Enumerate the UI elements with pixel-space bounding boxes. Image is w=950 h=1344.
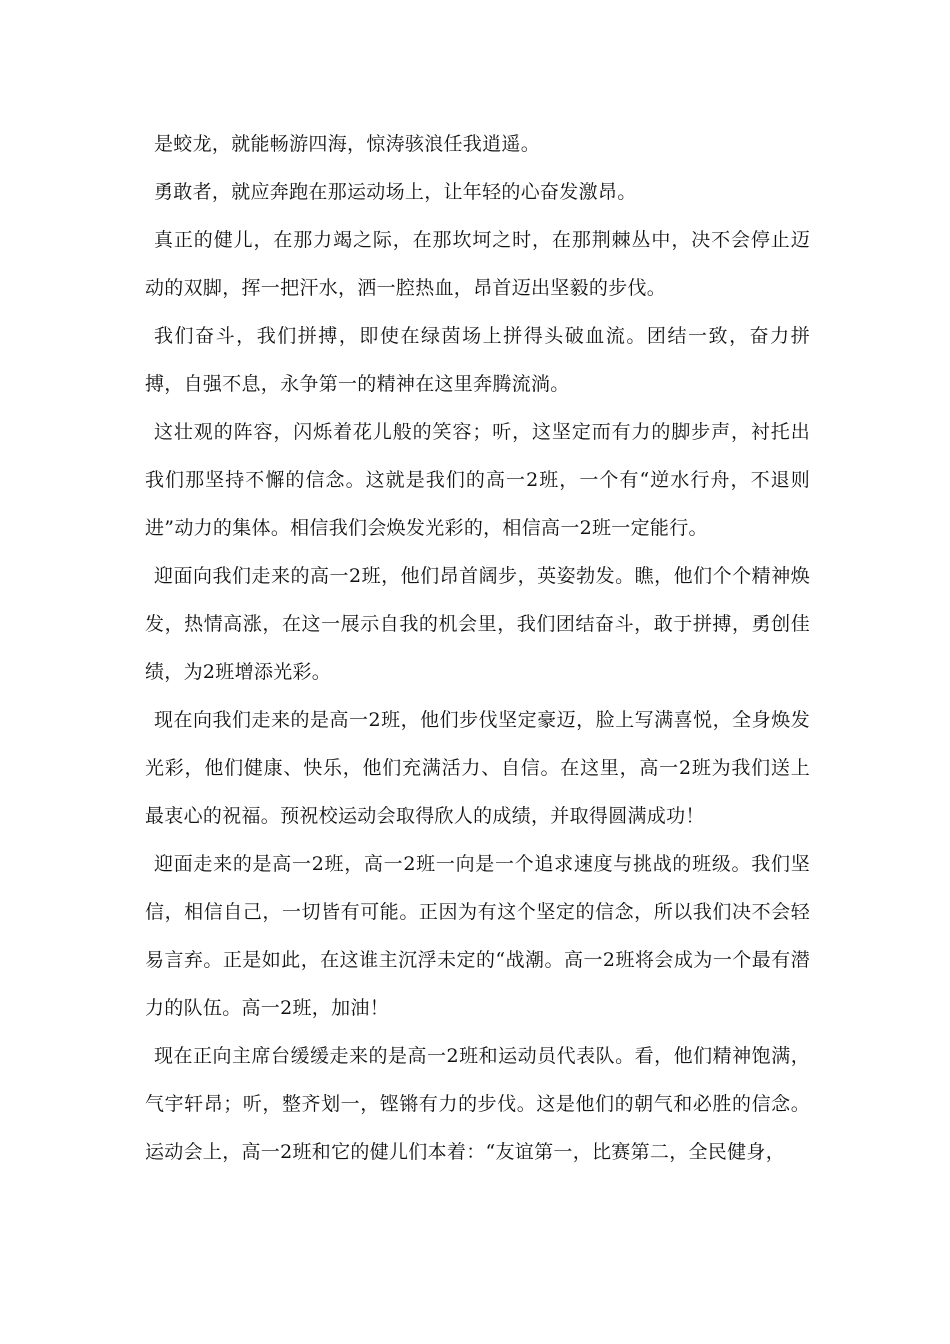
paragraph: 这壮观的阵容，闪烁着花儿般的笑容；听，这坚定而有力的脚步声，衬托出我们那坚持不懈的信念。这就是我们的高一2班，一个有“逆水行舟，不退则进”动力的集体。相信我们会焕发光彩的，相信高一2班一定能行。 [145,421,810,539]
document-body [145,120,810,1176]
paragraph: 现在向我们走来的是高一2班，他们步伐坚定豪迈，脸上写满喜悦，全身焕发光彩，他们健康、快乐，他们充满活力、自信。在这里，高一2班为我们送上最衷心的祝福。预祝校运动会取得欣人的成绩，并取得圆满成功！ [145,709,810,827]
paragraph: 迎面走来的是高一2班，高一2班一向是一个追求速度与挑战的班级。我们坚信，相信自己，一切皆有可能。正因为有这个坚定的信念，所以我们决不会轻易言弃。正是如此，在这谁主沉浮未定的“战潮。高一2班将会成为一个最有潜力的队伍。高一2班，加油！ [145,853,810,1019]
paragraph: 迎面向我们走来的高一2班，他们昂首阔步，英姿勃发。瞧，他们个个精神焕发，热情高涨，在这一展示自我的机会里，我们团结奋斗，敢于拼搏，勇创佳绩，为2班增添光彩。 [145,565,810,683]
paragraph: 真正的健儿，在那力竭之际，在那坎坷之时，在那荆棘丛中，决不会停止迈动的双脚，挥一把汗水，洒一腔热血，昂首迈出坚毅的步伐。 [145,229,810,299]
paragraph: 勇敢者，就应奔跑在那运动场上，让年轻的心奋发激昂。 [154,181,637,203]
paragraph: 现在正向主席台缓缓走来的是高一2班和运动员代表队。看，他们精神饱满，气宇轩昂；听，整齐划一，铿锵有力的步伐。这是他们的朝气和必胜的信念。运动会上，高一2班和它的健儿们本着：“友谊第一，比赛第二，全民健身， [145,1045,810,1163]
paragraph: 我们奋斗，我们拼搏，即使在绿茵场上拼得头破血流。团结一致，奋力拼搏，自强不息，永争第一的精神在这里奔腾流淌。 [145,325,810,395]
paragraph: 是蛟龙，就能畅游四海，惊涛骇浪任我逍遥。 [154,133,541,155]
